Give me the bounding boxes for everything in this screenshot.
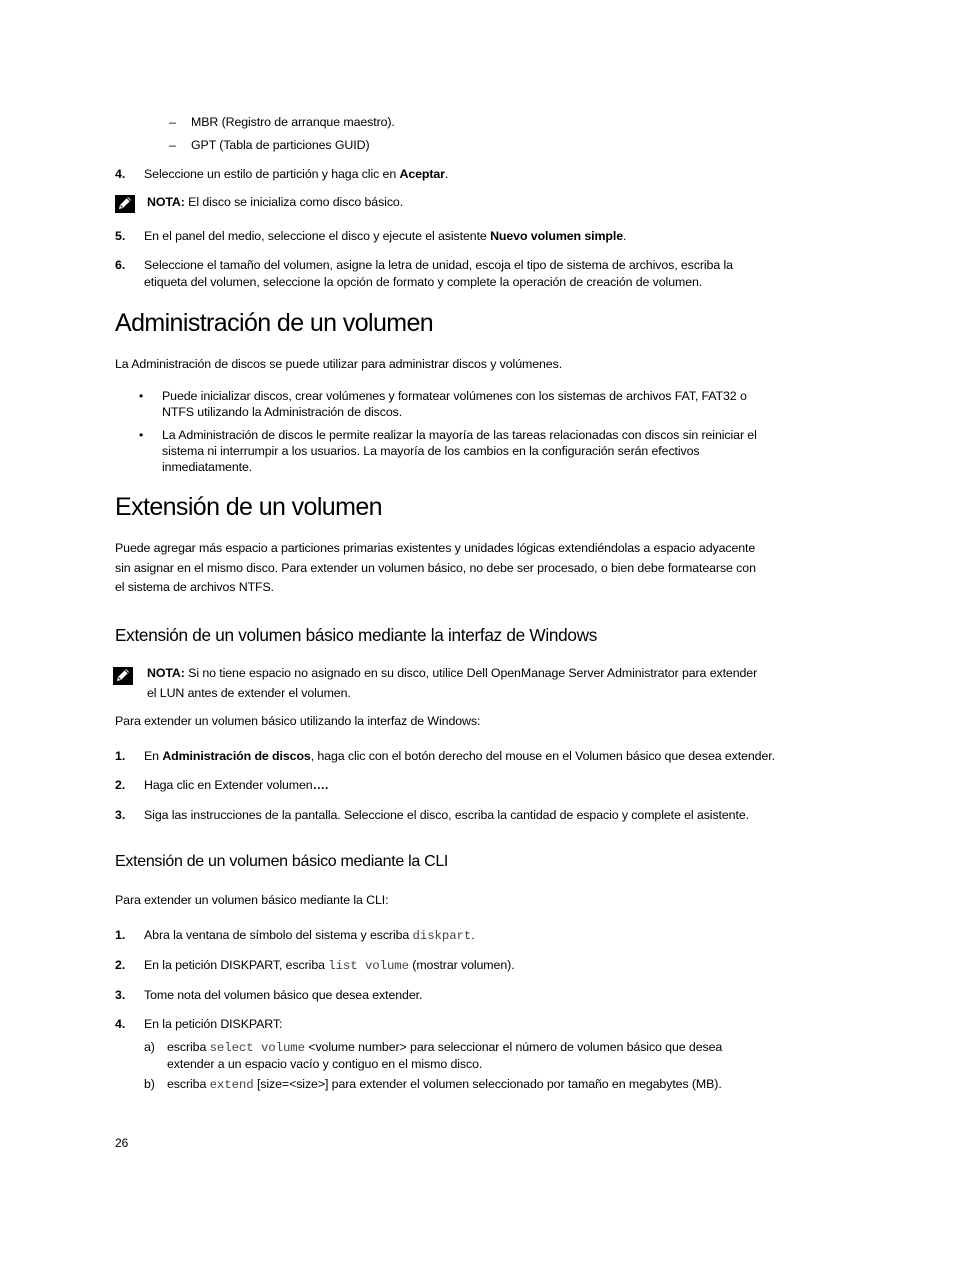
substep-text-line: extender a un espacio vacío y contiguo en el mismo disco. <box>167 1057 483 1071</box>
paragraph: Para extender un volumen básico mediante la CLI: <box>115 893 389 907</box>
step-text-line: etiqueta del volumen, seleccione la opción de formato y complete la operación de creación de volumen. <box>144 275 703 289</box>
code-select-volume: select volume <box>209 1041 305 1055</box>
paragraph: La Administración de discos se puede utilizar para administrar discos y volúmenes. <box>115 357 563 371</box>
substep-text-line: escriba select volume <volume number> para seleccionar el número de volumen básico que desea <box>167 1040 723 1055</box>
bullet-marker: • <box>139 389 144 403</box>
code-list-volume: list volume <box>328 959 409 973</box>
bullet-text-line: NTFS utilizando la Administración de discos. <box>162 405 403 419</box>
paragraph: Para extender un volumen básico utilizando la interfaz de Windows: <box>115 714 481 728</box>
step-text: Tome nota del volumen básico que desea extender. <box>144 988 423 1002</box>
step-number: 1. <box>115 749 126 763</box>
step-number: 4. <box>115 1017 126 1031</box>
note-pencil-icon <box>115 195 135 213</box>
subsection-title: Extensión de un volumen básico mediante la interfaz de Windows <box>115 625 598 645</box>
substep-marker: a) <box>144 1040 155 1054</box>
paragraph-line: el sistema de archivos NTFS. <box>115 580 275 594</box>
section-title: Administración de un volumen <box>115 309 434 337</box>
code-diskpart: diskpart <box>412 929 472 943</box>
step-text: En el panel del medio, seleccione el disco y ejecute el asistente Nuevo volumen simple. <box>144 229 627 243</box>
step-number: 5. <box>115 229 126 243</box>
section-title: Extensión de un volumen <box>115 493 382 521</box>
substep-marker: b) <box>144 1077 155 1091</box>
bullet-text-line: Puede inicializar discos, crear volúmenes y formatear volúmenes con los sistemas de archivos FAT, FAT32 o <box>162 389 747 403</box>
subsection-title: Extensión de un volumen básico mediante la CLI <box>115 853 449 870</box>
step-number: 1. <box>115 928 126 942</box>
bullet-text-line: sistema ni interrumpir a los usuarios. La mayoría de los cambios en la configuración serán efectivos <box>162 444 700 458</box>
page-number: 26 <box>115 1136 129 1150</box>
step-number: 4. <box>115 167 126 181</box>
list-item-text: MBR (Registro de arranque maestro). <box>191 115 395 129</box>
bullet-text-line: inmediatamente. <box>162 460 253 474</box>
step-number: 6. <box>115 258 126 272</box>
bullet-marker: • <box>139 428 144 442</box>
step-number: 2. <box>115 778 126 792</box>
step-number: 3. <box>115 988 126 1002</box>
step-number: 2. <box>115 958 126 972</box>
list-item-text: GPT (Tabla de particiones GUID) <box>191 138 370 152</box>
list-marker: – <box>169 138 176 152</box>
step-text: En la petición DISKPART: <box>144 1017 283 1031</box>
step-text: Seleccione un estilo de partición y haga clic en Aceptar. <box>144 167 449 181</box>
note-text: NOTA: El disco se inicializa como disco básico. <box>147 195 404 209</box>
list-marker: – <box>169 115 176 129</box>
step-text: Haga clic en Extender volumen…. <box>144 778 329 792</box>
step-number: 3. <box>115 808 126 822</box>
note-pencil-icon <box>113 667 133 685</box>
paragraph-line: Puede agregar más espacio a particiones primarias existentes y unidades lógicas extendiéndolas a espacio adyacente <box>115 541 756 555</box>
step-text: Siga las instrucciones de la pantalla. Seleccione el disco, escriba la cantidad de espacio y complete el asistente. <box>144 808 749 822</box>
step-text: Abra la ventana de símbolo del sistema y escriba diskpart. <box>144 928 475 943</box>
bullet-text-line: La Administración de discos le permite realizar la mayoría de las tareas relacionadas con discos sin reiniciar el <box>162 428 757 442</box>
note-text-line: el LUN antes de extender el volumen. <box>147 686 351 700</box>
substep-text-line: escriba extend [size=<size>] para extender el volumen seleccionado por tamaño en megabytes (MB). <box>167 1077 722 1092</box>
step-text: En Administración de discos, haga clic con el botón derecho del mouse en el Volumen básico que desea extender. <box>144 749 775 763</box>
paragraph-line: sin asignar en el mismo disco. Para extender un volumen básico, no debe ser procesado, o bien debe formatearse con <box>115 561 756 575</box>
step-text: En la petición DISKPART, escriba list volume (mostrar volumen). <box>144 958 515 973</box>
note-text-line: NOTA: Si no tiene espacio no asignado en su disco, utilice Dell OpenManage Server Administrator para extender <box>147 666 758 680</box>
step-text-line: Seleccione el tamaño del volumen, asigne la letra de unidad, escoja el tipo de sistema de archivos, escriba la <box>144 258 733 272</box>
code-extend: extend <box>209 1078 254 1092</box>
